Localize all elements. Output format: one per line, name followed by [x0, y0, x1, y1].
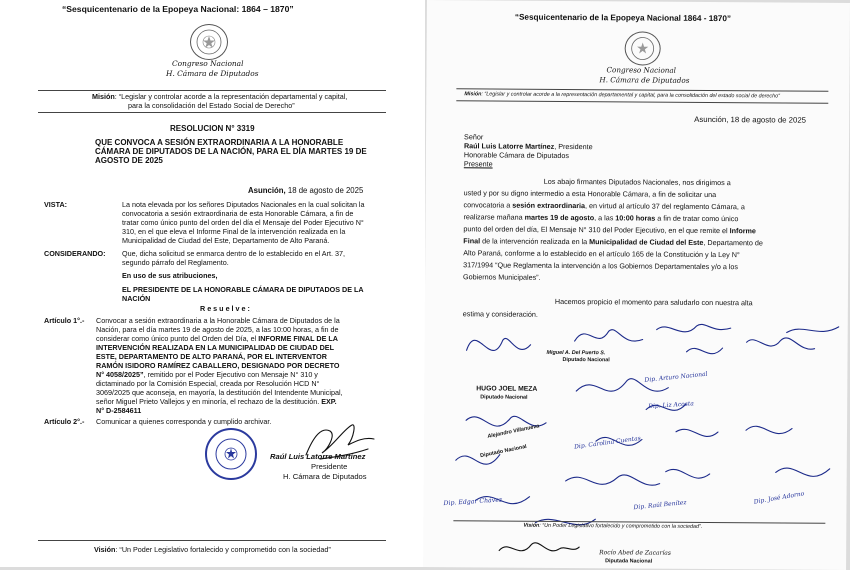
resolution-title-3: AGOSTO DE 2025 — [95, 156, 163, 165]
bottom-signature — [493, 530, 583, 565]
page-header: “Sesquicentenario de la Epopeya Nacional 1864 - 1870” — [514, 12, 732, 24]
vista-line: Municipalidad de Ciudad del Este, Departamento de Alto Paraná. — [122, 236, 330, 245]
salutation: Señor — [464, 132, 484, 142]
body-line: Los abajo firmantes Diputados Nacionales, nos dirigimos a — [543, 176, 731, 188]
handwritten-signature: Dip. Carolina Cuentas — [573, 434, 642, 451]
signer-role: Diputado Nacional — [479, 443, 528, 460]
letter-date: Asunción, 18 de agosto de 2025 — [694, 114, 807, 125]
addressee-body: Honorable Cámara de Diputados — [463, 150, 570, 160]
signer-name: Miguel A. Del Puerto S. — [546, 349, 606, 357]
vista-line: convocatoria a sesión extraordinaria de esta Honorable Cámara, a fin de — [122, 209, 354, 218]
signer-name: Rocío Abed de Zacarías — [599, 549, 671, 557]
body-line: punto del orden del día, El Mensaje N° 310 del Poder Ejecutivo, en el que remite el Informe — [463, 224, 756, 236]
handwritten-signature: Dip. Edgar Chávez — [443, 496, 503, 508]
national-seal-icon — [190, 24, 228, 60]
considerando-line: Que, dicha solicitud se enmarca dentro de lo establecido en el Art. 37, — [122, 249, 345, 258]
body-line: realizarse mañana martes 19 de agosto, a las 10:00 horas a fin de tratar como único — [463, 212, 739, 224]
body-line: Alto Paraná, conforme a lo establecido en el artículo 165 de la Constitución y la Ley N° — [463, 248, 740, 260]
body-line: usted y por su digno intermedio a esta Honorable Cámara, a fin de solicitar una — [463, 188, 717, 200]
closing-line-2: estima y consideración. — [462, 309, 538, 319]
addressee-line: Raúl Luis Latorre Martínez, Presidente — [463, 141, 593, 152]
signer-name: Alejandro Villanueva — [486, 423, 540, 440]
institution-name: Congreso Nacional — [172, 59, 244, 68]
president-line-2: NACIÓN — [122, 294, 151, 303]
article-2-label: Artículo 2°.- — [44, 417, 85, 426]
signer-body: H. Cámara de Diputados — [283, 472, 367, 481]
article-1-line: N° D-2584611 — [96, 406, 142, 415]
article-1-line: dictaminado por la Comisión Especial, creada por Resolución HCD N° — [96, 379, 320, 388]
article-1-line: N° 4058/2025”, remitido por el Poder Ejecutivo con Mensaje N° 310 y — [96, 370, 318, 379]
vista-line: 310, en el que eleva el Informe Final de la intervención realizada en la — [122, 227, 346, 236]
article-1-line: RAMÓN ISIDORO RAMÍREZ CABALLERO, DESIGNADO POR DECRETO — [96, 361, 340, 370]
signer-role: Presidente — [311, 462, 348, 471]
national-seal-icon — [625, 31, 661, 65]
request-letter-page — [423, 0, 850, 570]
mision-line-2: para la consolidación del Estado Social de Derecho” — [128, 101, 295, 110]
body-line: Gobiernos Municipales”. — [463, 272, 541, 282]
closing-line-1: Hacemos propicio el momento para saludarlo con nuestra alta — [554, 296, 753, 308]
institution-chamber: H. Cámara de Diputados — [166, 69, 259, 78]
article-2-text: Comunicar a quienes corresponda y cumplido archivar. — [96, 417, 272, 426]
signer-role: Diputado Nacional — [562, 356, 610, 364]
body-line: 317/1994 “Que Reglamenta la intervención a los Gobiernos Departamentales y/o a los — [463, 260, 739, 272]
resolution-date: Asunción, 18 de agosto de 2025 — [248, 186, 364, 195]
resolution-title-1: QUE CONVOCA A SESIÓN EXTRAORDINARIA A LA HONORABLE — [95, 138, 344, 147]
article-1-line: INTERVENCIÓN REALIZADA EN LA MUNICIPALIDAD DE CIUDAD DEL — [96, 343, 334, 352]
vista-line: La nota elevada por los señores Diputados Nacionales en la cual solicitan la — [122, 200, 365, 209]
handwritten-signature: Dip. José Adorno — [753, 490, 805, 506]
article-1-line: considerar como único punto del Orden del Día, el INFORME FINAL DE LA — [96, 334, 338, 343]
handwritten-signature: Dip. Raúl Benítez — [633, 499, 687, 512]
article-1-line: señor Miguel Prieto Vallejos y en minoría, el rechazo de la destitución. EXP. — [96, 397, 337, 406]
institution-name: Congreso Nacional — [606, 65, 677, 75]
mision-line: Misión: “Legislar y controlar acorde a la representación departamental y capital, para la consolidación del estado social de derecho” — [464, 91, 780, 100]
considerando-line: segundo párrafo del Reglamento. — [122, 258, 229, 267]
signer-name: HUGO JOEL MEZA — [476, 385, 538, 393]
article-1-line: 3069/2025 que aconseja, en mayoría, la destitución del Intendente Municipal, — [96, 388, 343, 397]
footer-divider — [38, 540, 386, 541]
resolution-title-2: CÁMARA DE DIPUTADOS DE LA NACIÓN, PARA EL DÍA MARTES 19 DE — [95, 147, 367, 156]
institution-chamber: H. Cámara de Diputados — [599, 75, 690, 85]
header-divider — [38, 90, 386, 91]
president-line-1: EL PRESIDENTE DE LA HONORABLE CÁMARA DE DIPUTADOS DE LA — [122, 285, 364, 294]
mision-divider — [456, 100, 828, 104]
article-1-line: Nación, para el día martes 19 de agosto de 2025, a las 10:00 horas, a fin de — [96, 325, 339, 334]
vision-footer: Visión: “Un Poder Legislativo fortalecido y comprometido con la sociedad” — [94, 545, 331, 554]
vista-line: tratar como único punto del orden del día el Mensaje del Poder Ejecutivo N° — [122, 218, 364, 227]
article-1-line: ESTE, DEPARTAMENTO DE ALTO PARANÁ, POR EL INTERVENTOR — [96, 352, 327, 361]
article-1-label: Artículo 1°.- — [44, 316, 85, 325]
page-header: “Sesquicentenario de la Epopeya Nacional: 1864 – 1870” — [62, 4, 294, 14]
signer-role: Diputada Nacional — [605, 558, 653, 565]
handwritten-signature: Dip. Liz Acosta — [648, 400, 695, 411]
chamber-stamp-icon — [205, 428, 257, 480]
resolution-number: RESOLUCION N° 3319 — [170, 124, 255, 133]
signer-role: Diputado Nacional — [480, 394, 528, 401]
attributions-text: En uso de sus atribuciones, — [122, 271, 218, 280]
mision-divider — [38, 112, 386, 113]
article-1-line: Convocar a sesión extraordinaria a la Honorable Cámara de Diputados de la — [96, 316, 340, 325]
considerando-label: CONSIDERANDO: — [44, 249, 106, 258]
vision-footer: Visión: “Un Poder Legislativo fortalecido y comprometido con la sociedad”. — [523, 522, 703, 530]
handwritten-signature: Dip. Arturo Nacional — [644, 370, 708, 384]
resuelve-heading: R e s u e l v e : — [200, 304, 250, 313]
resolution-page — [0, 0, 425, 567]
mision-line-1: Misión: “Legislar y controlar acorde a la representación departamental y capital, — [92, 92, 348, 101]
signer-name: Raúl Luis Latorre Martínez — [270, 452, 366, 461]
body-line: convocatoria a sesión extraordinaria, en virtud al artículo 37 del reglamento Cámara, a — [463, 200, 745, 212]
addressee-presente: Presente — [463, 159, 493, 169]
body-line: Final de la intervención realizada en la Municipalidad de Ciudad del Este, Departamento de — [463, 236, 763, 248]
vista-label: VISTA: — [44, 200, 68, 209]
